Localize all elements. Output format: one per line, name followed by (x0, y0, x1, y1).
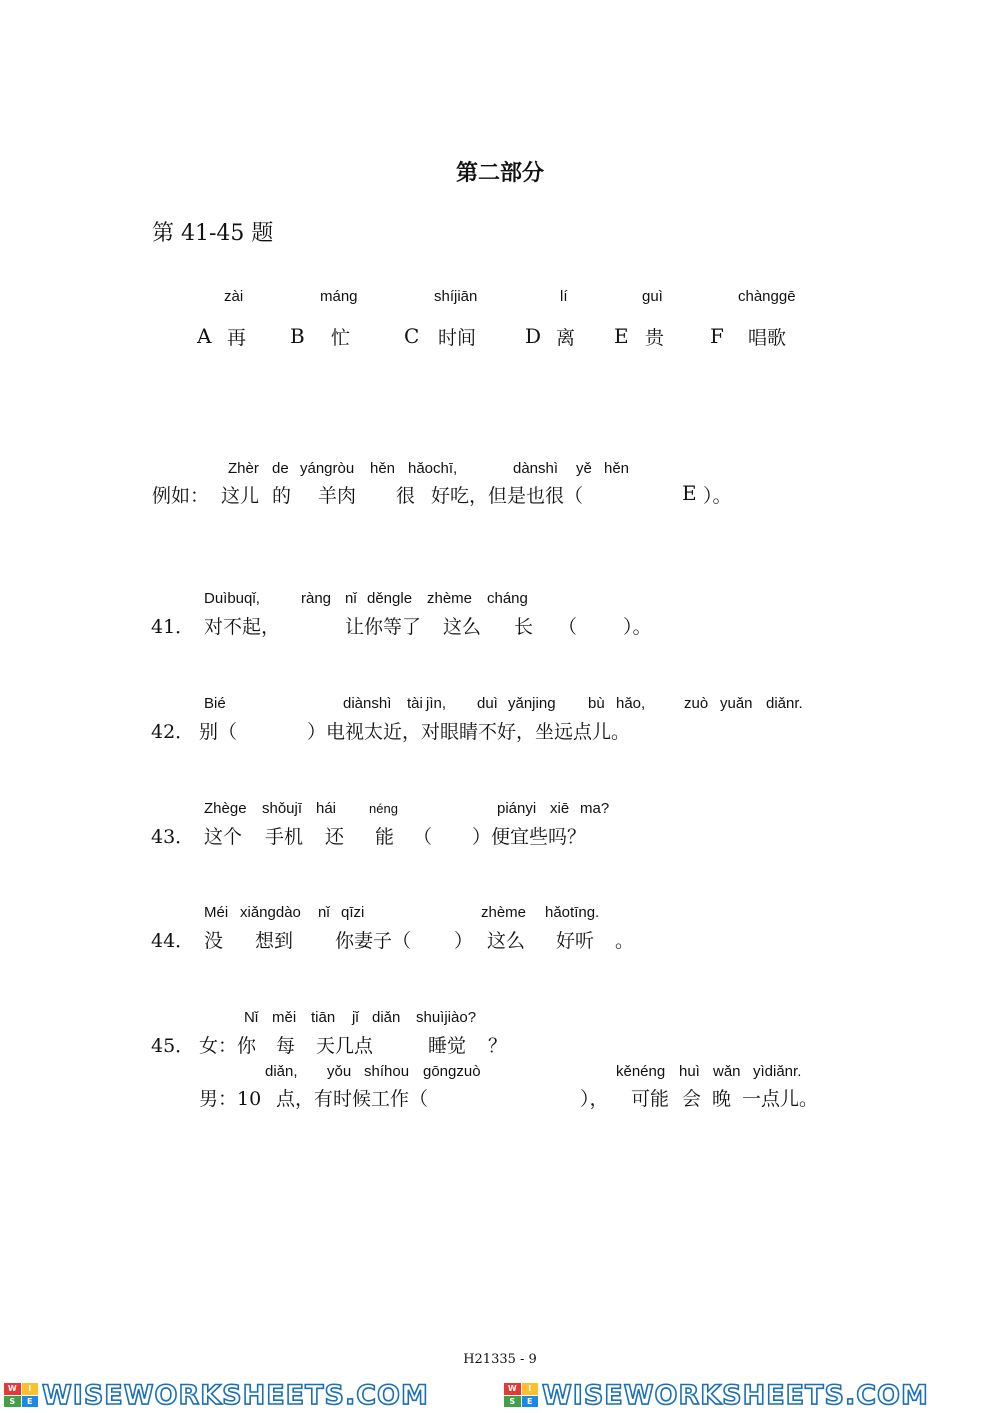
q45-text-man: 可能 (631, 1088, 670, 1110)
example-label: 例如： (152, 485, 210, 507)
q45-pinyin-woman: Nǐ (244, 1009, 259, 1026)
option-c-letter: C (404, 324, 420, 348)
q43-text: 手机 (265, 826, 304, 848)
logo-letter: E (22, 1396, 39, 1408)
option-e-pinyin: guì (642, 288, 663, 305)
example-text: 羊肉 (318, 485, 357, 507)
q44-text: 你妻子（ (335, 930, 412, 952)
q42-text: ）电视太近，对眼睛不好，坐远点儿。 (307, 721, 631, 743)
q42-pinyin: diǎnr. (766, 695, 803, 712)
q41-pinyin: ràng (301, 590, 332, 607)
q41-text: 让你等了 (345, 616, 422, 638)
q45-text-woman: 每 (276, 1035, 296, 1057)
q44-text: 没 (204, 930, 224, 952)
option-b-pinyin: máng (320, 288, 358, 305)
logo-letter: S (4, 1396, 21, 1408)
q43-text: 能 (375, 826, 395, 848)
example-pinyin: Zhèr (228, 460, 259, 477)
q43-pinyin: shǒujī (262, 800, 303, 817)
logo-letter: I (522, 1383, 539, 1395)
q41-text: （ (558, 616, 578, 638)
option-f-pinyin: chànggē (738, 288, 796, 305)
option-a-letter: A (197, 324, 212, 348)
q44-pinyin: hǎotīng. (545, 904, 600, 921)
q42-pinyin: hǎo, (616, 695, 646, 712)
brand-watermark (4, 1380, 429, 1410)
q45-pinyin-woman: diǎn (372, 1009, 401, 1026)
q44-pinyin: qīzi (341, 904, 365, 921)
option-a-pinyin: zài (224, 288, 244, 305)
logo-letter: E (522, 1396, 539, 1408)
q43-pinyin: Zhège (204, 800, 247, 817)
q45-pinyin-man: yǒu (327, 1063, 352, 1080)
option-d-pinyin: lí (560, 288, 568, 305)
q45-pinyin-man: gōngzuò (423, 1063, 481, 1080)
example-answer: E (682, 481, 697, 505)
q42-pinyin: bù (588, 695, 605, 712)
q45-text-man: 晚 (712, 1088, 732, 1110)
option-d-letter: D (525, 324, 542, 348)
q44-pinyin: nǐ (318, 904, 330, 921)
example-text: 的 (272, 485, 292, 507)
brand-watermark (504, 1380, 929, 1410)
option-c-pinyin: shíjiān (434, 288, 478, 305)
q44-pinyin: Méi (204, 904, 229, 921)
q45-pinyin-woman: tiān (311, 1009, 336, 1026)
option-e-word: 贵 (645, 327, 665, 349)
page-footer: H21335 - 9 (463, 1352, 537, 1367)
brand-logo-icon (4, 1383, 38, 1407)
q41-number: 41． (151, 616, 195, 638)
example-pinyin: yángròu (300, 460, 355, 477)
q45-pinyin-man: wǎn (713, 1063, 741, 1080)
q43-pinyin: xiē (550, 800, 570, 817)
q42-pinyin: Bié (204, 695, 226, 712)
q42-pinyin: yǎnjing (508, 695, 556, 712)
option-c-word: 时间 (438, 327, 477, 349)
q45-text-woman: 女：你 (199, 1035, 257, 1057)
q45-pinyin-man: yìdiǎnr. (753, 1063, 802, 1080)
q41-pinyin: děngle (367, 590, 413, 607)
q41-text: 长 (514, 616, 534, 638)
q45-number: 45． (151, 1035, 195, 1057)
q42-text: 别（ (199, 721, 238, 743)
q43-text: 还 (325, 826, 345, 848)
brand-text: WISEWORKSHEETS.COM (542, 1379, 929, 1411)
q42-pinyin: duì (477, 695, 498, 712)
q41-pinyin: nǐ (345, 590, 357, 607)
q41-pinyin: cháng (487, 590, 528, 607)
example-pinyin: de (272, 460, 289, 477)
q43-text: ）便宜些吗？ (472, 826, 587, 848)
q43-number: 43． (151, 826, 195, 848)
q45-text-man: ）， (580, 1088, 609, 1110)
q45-text-woman: 睡觉 (428, 1035, 467, 1057)
q43-pinyin: hái (316, 800, 337, 817)
option-b-letter: B (290, 324, 305, 348)
q45-pinyin-man: huì (679, 1063, 700, 1080)
q45-pinyin-man: shíhou (364, 1063, 410, 1080)
example-text: ）。 (703, 485, 732, 507)
q45-pinyin-woman: shuìjiào? (416, 1009, 477, 1026)
q45-text-man: 男：10 (199, 1088, 262, 1110)
example-pinyin: hǎochī, (408, 460, 458, 477)
q44-text: ） (454, 930, 474, 952)
q43-pinyin: néng (369, 801, 398, 816)
q42-pinyin: zuò (684, 695, 709, 712)
option-e-letter: E (614, 324, 629, 348)
q43-pinyin: piányi (497, 800, 537, 817)
logo-letter: S (504, 1396, 521, 1408)
q45-text-woman: ？ (488, 1035, 508, 1057)
example-text: 这儿 (221, 485, 260, 507)
q44-text: 好听 (556, 930, 595, 952)
q45-pinyin-man: kěnéng (616, 1063, 666, 1080)
option-f-word: 唱歌 (748, 327, 787, 349)
q43-text: 这个 (204, 826, 243, 848)
q44-text: 想到 (255, 930, 294, 952)
q45-text-woman: 天几点 (316, 1035, 374, 1057)
q45-text-man: 会 (682, 1088, 702, 1110)
example-pinyin: dànshì (513, 460, 559, 477)
q42-pinyin: diànshì (343, 695, 392, 712)
q41-pinyin: zhème (427, 590, 473, 607)
q44-pinyin: zhème (481, 904, 527, 921)
option-a-word: 再 (227, 327, 247, 349)
brand-text: WISEWORKSHEETS.COM (42, 1379, 429, 1411)
q44-text: 。 (615, 930, 635, 952)
q42-number: 42． (151, 721, 195, 743)
q41-text: 这么 (443, 616, 482, 638)
q42-pinyin: jìn, (426, 695, 447, 712)
logo-letter: W (4, 1383, 21, 1395)
option-b-word: 忙 (331, 327, 351, 349)
q41-text: ）。 (623, 616, 652, 638)
section-title: 第二部分 (455, 160, 544, 186)
q45-pinyin-woman: jǐ (352, 1009, 359, 1026)
option-f-letter: F (710, 324, 724, 348)
example-text: 很 (396, 485, 416, 507)
example-pinyin: hěn (370, 460, 396, 477)
q44-pinyin: xiǎngdào (240, 904, 301, 921)
q45-text-man: 点，有时候工作（ (276, 1088, 429, 1110)
q43-pinyin: ma? (580, 800, 610, 817)
q41-pinyin: Duìbuqǐ, (204, 590, 260, 607)
example-pinyin: yě (576, 460, 592, 477)
option-d-word: 离 (556, 327, 576, 349)
logo-letter: I (22, 1383, 39, 1395)
q45-text-man: 一点儿。 (742, 1088, 819, 1110)
q44-text: 这么 (487, 930, 526, 952)
q45-pinyin-man: diǎn, (265, 1063, 298, 1080)
q43-text: （ (413, 826, 433, 848)
brand-logo-icon (504, 1383, 538, 1407)
q42-pinyin: yuǎn (720, 695, 753, 712)
q45-pinyin-woman: měi (272, 1009, 297, 1026)
logo-letter: W (504, 1383, 521, 1395)
q42-pinyin: tài (407, 695, 423, 712)
example-text: 好吃，但是也很（ (431, 485, 584, 507)
q41-text: 对不起， (204, 616, 281, 638)
q44-number: 44． (151, 930, 195, 952)
example-pinyin: hěn (604, 460, 630, 477)
question-range: 第 41-45 题 (152, 221, 274, 246)
